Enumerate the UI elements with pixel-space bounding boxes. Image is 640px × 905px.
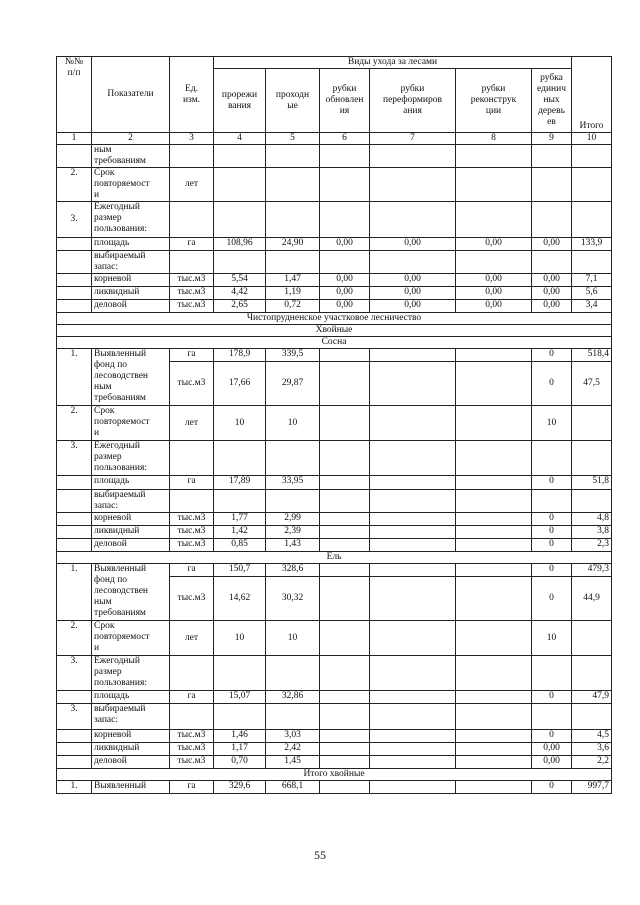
table-row: ликвидный тыс.м3 4,42 1,19 0,00 0,00 0,00 0,00 5,6	[57, 287, 612, 300]
header-number: №№ п/п	[57, 57, 92, 133]
table-row: 3. выбираемый запас:	[57, 704, 612, 730]
header-total: Итого	[572, 57, 612, 133]
table-row: тыс.м3 17,66 29,87 0 47,5	[57, 362, 612, 406]
table-row: деловой тыс.м3 0,70 1,45 0,00 2,2	[57, 756, 612, 769]
header-group: Виды ухода за лесами	[214, 57, 572, 69]
table-row: деловой тыс.м3 2,65 0,72 0,00 0,00 0,00 0,00 3,4	[57, 300, 612, 313]
header-unit: Ед. изм.	[170, 57, 214, 133]
page-number: 55	[314, 848, 326, 862]
table-row: деловой тыс.м3 0,85 1,43 0 2,3	[57, 539, 612, 552]
header-col-renewal: рубки обновлен ия	[320, 69, 370, 133]
table-row: ликвидный тыс.м3 1,17 2,42 0,00 3,6	[57, 743, 612, 756]
table-row: тыс.м3 14,62 30,32 0 44,9	[57, 577, 612, 621]
table-row: 3. Ежегодный размер пользования:	[57, 656, 612, 691]
table-row: 2. Срок повторяемост и лет	[57, 168, 612, 202]
conifer-heading: Хвойные	[57, 325, 612, 337]
header-col-passage: проходн ые	[266, 69, 320, 133]
forest-care-table	[56, 56, 612, 794]
forestry-heading: Чистопрудненское участковое лесничество	[57, 313, 612, 325]
table-row: 3. Ежегодный размер пользования:	[57, 202, 612, 238]
header-col-reconstruction: рубки реконструк ции	[456, 69, 532, 133]
header-indicators: Показатели	[92, 57, 170, 133]
table-row: 1. Выявленный фонд по лесоводствен ным требованиям га 150,7 328,6 0 479,3	[57, 564, 612, 577]
header-col-thinning: прорежи вания	[214, 69, 266, 133]
table-row: 1. Выявленный фонд по лесоводствен ным требованиям га 178,9 339,5 0 518,4	[57, 349, 612, 362]
table-row: ликвидный тыс.м3 1,42 2,39 0 3,8	[57, 526, 612, 539]
table-row: площадь га 108,96 24,90 0,00 0,00 0,00 0,00 133,9	[57, 238, 612, 251]
header-col-reformation: рубки переформиров ания	[370, 69, 456, 133]
table-row: корневой тыс.м3 5,54 1,47 0,00 0,00 0,00 0,00 7,1	[57, 274, 612, 287]
table-row: выбираемый запас:	[57, 251, 612, 274]
table-row: 2. Срок повторяемост и лет 10 10 10	[57, 621, 612, 656]
table-row: 2. Срок повторяемост и лет 10 10 10	[57, 406, 612, 441]
table-row: площадь га 17,89 33,95 0 51,8	[57, 476, 612, 490]
spruce-heading: Ель	[57, 552, 612, 564]
header-col-single-trees: рубка единич ных деревь ев	[532, 69, 572, 133]
pine-heading: Сосна	[57, 337, 612, 349]
table-row: 3. Ежегодный размер пользования:	[57, 441, 612, 476]
table-row: площадь га 15,07 32,86 0 47,9	[57, 691, 612, 704]
column-number-row: 1 2 3 4 5 6 7 8 9 10	[57, 133, 612, 145]
total-conifer-heading: Итого хвойные	[57, 769, 612, 781]
table-row: ным требованиям	[57, 145, 612, 168]
table-row: корневой тыс.м3 1,46 3,03 0 4,5	[57, 730, 612, 743]
table-row: выбираемый запас:	[57, 490, 612, 513]
table-row: 1. Выявленный га 329,6 668,1 0 997,7	[57, 781, 612, 794]
table-row: корневой тыс.м3 1,77 2,99 0 4,8	[57, 513, 612, 526]
